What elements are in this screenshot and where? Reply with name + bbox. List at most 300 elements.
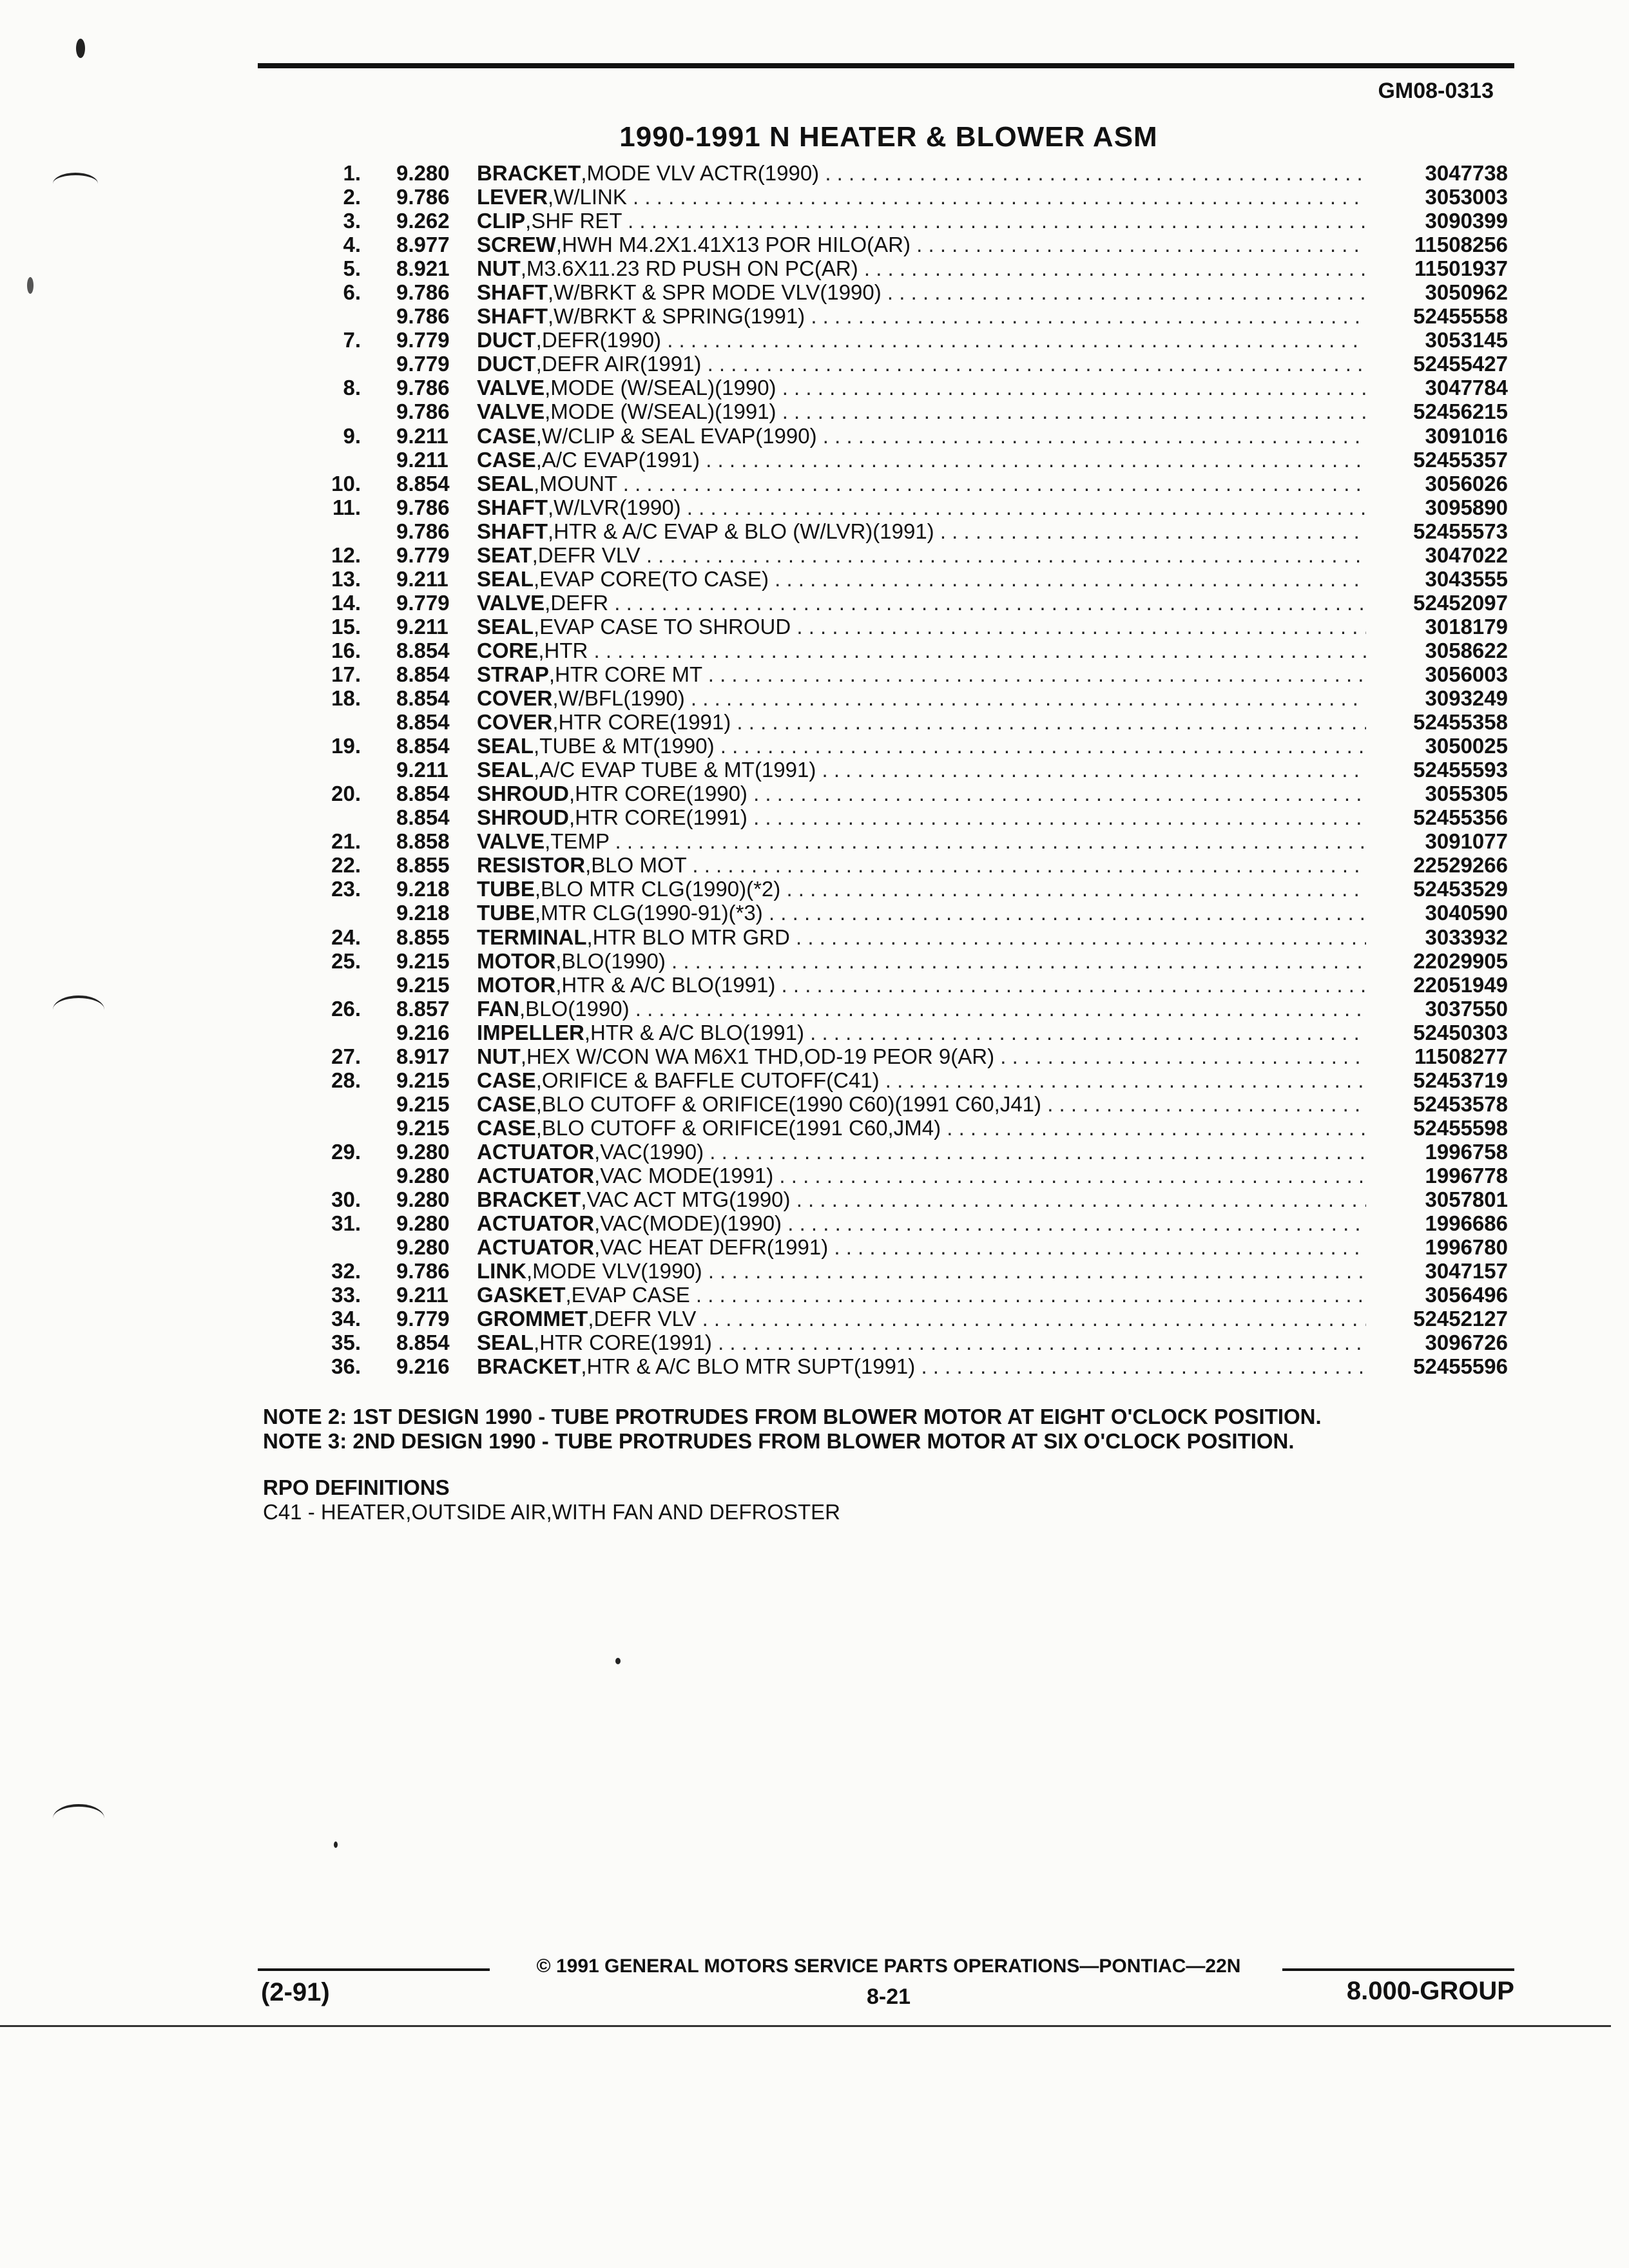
table-row — [284, 710, 1508, 734]
part-name: VALVE — [477, 376, 545, 400]
part-detail: ,BLO(1990) — [555, 948, 666, 973]
scan-speck — [76, 39, 85, 58]
part-name: VALVE — [477, 399, 545, 424]
group-number: 9.215 — [396, 1115, 450, 1140]
item-number: 8. — [343, 376, 361, 400]
part-detail: ,W/LVR(1990) — [548, 495, 681, 519]
part-name: SHAFT — [477, 304, 548, 329]
item-number: 5. — [343, 256, 361, 281]
part-detail: ,HTR BLO MTR GRD — [586, 925, 790, 949]
part-name: CASE — [477, 1115, 536, 1140]
part-name: IMPELLER — [477, 1020, 584, 1044]
group-number: 9.218 — [396, 901, 450, 925]
group-number: 8.854 — [396, 471, 450, 495]
part-number: 52452127 — [1413, 1307, 1508, 1331]
group-number: 9.786 — [396, 280, 450, 305]
item-number: 2. — [343, 185, 361, 209]
part-number: 52455356 — [1413, 805, 1508, 830]
scan-mark — [53, 173, 98, 195]
table-row — [284, 901, 1508, 925]
bottom-rule — [0, 2025, 1611, 2027]
table-row — [284, 161, 1508, 185]
part-number: 3018179 — [1425, 614, 1508, 639]
table-row — [284, 1187, 1508, 1211]
group-number: 8.917 — [396, 1044, 450, 1068]
part-number: 3040590 — [1425, 901, 1508, 925]
part-detail: ,A/C EVAP(1991) — [535, 447, 700, 472]
item-number: 16. — [331, 638, 361, 662]
table-row — [284, 328, 1508, 352]
part-name: SHAFT — [477, 495, 548, 519]
group-number: 9.786 — [396, 519, 450, 543]
part-detail: ,W/CLIP & SEAL EVAP(1990) — [535, 423, 817, 448]
part-description — [477, 973, 1366, 997]
part-name: FAN — [477, 996, 519, 1021]
table-row — [284, 256, 1508, 280]
item-number: 10. — [331, 471, 361, 495]
part-detail: ,MOUNT — [534, 471, 617, 495]
part-description — [477, 758, 1366, 782]
group-number: 8.854 — [396, 686, 450, 711]
group-number: 9.779 — [396, 1307, 450, 1331]
part-description — [477, 1187, 1366, 1211]
part-name: DUCT — [477, 328, 536, 352]
group-number: 9.280 — [396, 161, 450, 185]
part-number: 3056026 — [1425, 471, 1508, 495]
group-number: 9.280 — [396, 1211, 450, 1236]
part-description — [477, 399, 1366, 423]
part-detail: ,MODE (W/SEAL)(1990) — [545, 376, 776, 400]
part-description — [477, 1354, 1366, 1378]
part-detail: ,HTR CORE(1991) — [552, 710, 731, 735]
part-name: SHAFT — [477, 280, 548, 305]
table-row — [284, 495, 1508, 519]
part-number: 11508256 — [1414, 233, 1508, 257]
part-number: 52452097 — [1413, 590, 1508, 615]
part-number: 22029905 — [1413, 948, 1508, 973]
part-number: 3055305 — [1425, 782, 1508, 806]
part-name: TUBE — [477, 901, 535, 925]
group-number: 9.216 — [396, 1354, 450, 1379]
group-number: 9.280 — [396, 1235, 450, 1260]
group-number: 8.921 — [396, 256, 450, 281]
part-description — [477, 352, 1366, 376]
table-row — [284, 639, 1508, 662]
part-description — [477, 233, 1366, 256]
item-number: 14. — [331, 590, 361, 615]
group-number: 9.786 — [396, 185, 450, 209]
part-number: 52455558 — [1413, 304, 1508, 329]
part-name: SHROUD — [477, 782, 570, 806]
item-number: 13. — [331, 566, 361, 591]
scan-mark — [53, 1804, 104, 1832]
part-number: 3037550 — [1425, 996, 1508, 1021]
group-number: 9.211 — [396, 758, 448, 782]
footer-group: 8.000-GROUP — [1346, 1977, 1514, 2005]
part-name: ACTUATOR — [477, 1235, 595, 1260]
table-row — [284, 877, 1508, 901]
part-detail: ,BLO MTR CLG(1990)(*2) — [534, 877, 781, 901]
part-detail: ,VAC ACT MTG(1990) — [581, 1187, 791, 1212]
part-detail: ,MODE VLV ACTR(1990) — [581, 161, 820, 185]
part-detail: ,MODE (W/SEAL)(1991) — [545, 399, 776, 424]
table-row — [284, 1211, 1508, 1235]
item-number: 1. — [343, 161, 361, 185]
part-detail: ,EVAP CASE TO SHROUD — [534, 614, 791, 639]
group-number: 9.786 — [396, 399, 450, 424]
part-detail: ,SHF RET — [525, 209, 622, 233]
table-row — [284, 758, 1508, 782]
table-row — [284, 734, 1508, 758]
table-row — [284, 1092, 1508, 1116]
part-name: SEAL — [477, 734, 534, 758]
part-number: 3053003 — [1425, 185, 1508, 209]
group-number: 8.858 — [396, 829, 450, 854]
group-number: 9.779 — [396, 328, 450, 352]
part-name: STRAP — [477, 662, 549, 686]
table-row — [284, 973, 1508, 997]
group-number: 9.786 — [396, 376, 450, 400]
part-description — [477, 328, 1366, 352]
item-number: 34. — [331, 1307, 361, 1331]
part-detail: ,DEFR VLV — [588, 1307, 697, 1331]
part-number: 52456215 — [1413, 399, 1508, 424]
part-number: 52450303 — [1413, 1020, 1508, 1044]
part-description — [477, 662, 1366, 686]
scan-speck — [27, 277, 34, 294]
top-rule — [258, 63, 1514, 68]
group-number: 8.854 — [396, 782, 450, 806]
part-description — [477, 1092, 1366, 1116]
part-description — [477, 853, 1366, 877]
table-row — [284, 1307, 1508, 1331]
part-name: BRACKET — [477, 161, 581, 185]
part-description — [477, 686, 1366, 710]
part-name: SEAL — [477, 566, 534, 591]
part-description — [477, 1140, 1366, 1164]
part-detail: ,W/BRKT & SPR MODE VLV(1990) — [548, 280, 882, 305]
item-number: 26. — [331, 996, 361, 1021]
item-number: 24. — [331, 925, 361, 949]
part-description — [477, 1211, 1366, 1235]
group-number: 9.211 — [396, 423, 448, 448]
part-detail: ,DEFR VLV — [532, 543, 641, 567]
part-name: ACTUATOR — [477, 1163, 595, 1187]
part-name: CORE — [477, 638, 539, 662]
part-detail: ,TEMP — [545, 829, 610, 854]
group-number: 8.854 — [396, 638, 450, 662]
part-number: 3091077 — [1425, 829, 1508, 854]
table-row — [284, 376, 1508, 399]
table-row — [284, 1235, 1508, 1259]
part-description — [477, 1235, 1366, 1259]
part-description — [477, 424, 1366, 448]
part-description — [477, 472, 1366, 495]
part-number: 52455573 — [1413, 519, 1508, 543]
part-number: 52455358 — [1413, 710, 1508, 735]
item-number: 6. — [343, 280, 361, 305]
part-description — [477, 1021, 1366, 1044]
group-number: 9.215 — [396, 948, 450, 973]
part-number: 52455357 — [1413, 447, 1508, 472]
part-number: 3058622 — [1425, 638, 1508, 662]
group-number: 9.779 — [396, 590, 450, 615]
group-number: 8.854 — [396, 662, 450, 686]
part-description — [477, 543, 1366, 567]
item-number: 33. — [331, 1283, 361, 1307]
part-detail: ,HTR & A/C EVAP & BLO (W/LVR)(1991) — [548, 519, 934, 543]
part-number: 1996758 — [1425, 1139, 1508, 1164]
part-name: SEAL — [477, 471, 534, 495]
table-row — [284, 1331, 1508, 1354]
part-detail: ,W/LINK — [548, 185, 627, 209]
table-row — [284, 1116, 1508, 1140]
table-row — [284, 399, 1508, 423]
part-description — [477, 877, 1366, 901]
part-detail: ,BLO CUTOFF & ORIFICE(1991 C60,JM4) — [535, 1115, 941, 1140]
part-number: 52455593 — [1413, 758, 1508, 782]
part-number: 3056496 — [1425, 1283, 1508, 1307]
part-description — [477, 519, 1366, 543]
part-name: MOTOR — [477, 948, 556, 973]
part-name: TUBE — [477, 877, 535, 901]
part-description — [477, 710, 1366, 734]
part-number: 52453578 — [1413, 1091, 1508, 1116]
part-name: COVER — [477, 686, 553, 711]
group-number: 9.779 — [396, 352, 450, 376]
group-number: 8.977 — [396, 233, 450, 257]
part-number: 3047022 — [1425, 543, 1508, 567]
part-description — [477, 376, 1366, 399]
part-detail: ,HTR CORE(1990) — [569, 782, 747, 806]
part-description — [477, 1307, 1366, 1331]
part-name: CASE — [477, 447, 536, 472]
table-row — [284, 280, 1508, 304]
table-row — [284, 1259, 1508, 1283]
part-name: VALVE — [477, 590, 545, 615]
part-name: RESISTOR — [477, 853, 586, 878]
part-detail: ,HTR CORE(1991) — [569, 805, 747, 830]
part-number: 1996780 — [1425, 1235, 1508, 1260]
table-row — [284, 1283, 1508, 1307]
item-number: 4. — [343, 233, 361, 257]
part-number: 3057801 — [1425, 1187, 1508, 1212]
part-detail: ,HTR CORE(1991) — [534, 1331, 712, 1355]
table-row — [284, 209, 1508, 233]
part-name: LINK — [477, 1259, 526, 1283]
part-description — [477, 1044, 1366, 1068]
part-detail: ,BLO MOT — [585, 853, 687, 878]
item-number: 21. — [331, 829, 361, 854]
group-number: 9.216 — [396, 1020, 450, 1044]
table-row — [284, 805, 1508, 829]
part-name: VALVE — [477, 829, 545, 854]
part-detail: ,MTR CLG(1990-91)(*3) — [534, 901, 763, 925]
item-number: 3. — [343, 209, 361, 233]
part-name: SEAT — [477, 543, 532, 567]
table-row — [284, 304, 1508, 328]
footer-page-number: 8-21 — [866, 1984, 911, 2009]
part-number: 3047157 — [1425, 1259, 1508, 1283]
item-number: 25. — [331, 948, 361, 973]
part-description — [477, 161, 1366, 185]
part-description — [477, 782, 1366, 805]
scan-speck — [334, 1841, 338, 1848]
table-row — [284, 472, 1508, 495]
part-description — [477, 448, 1366, 472]
part-description — [477, 185, 1366, 209]
part-description — [477, 1164, 1366, 1187]
part-detail: ,DEFR AIR(1991) — [535, 352, 702, 376]
part-number: 11501937 — [1414, 256, 1508, 281]
part-description — [477, 1283, 1366, 1307]
part-description — [477, 829, 1366, 853]
table-row — [284, 1021, 1508, 1044]
part-name: CLIP — [477, 209, 526, 233]
item-number: 12. — [331, 543, 361, 567]
group-number: 8.855 — [396, 853, 450, 878]
part-number: 3096726 — [1425, 1331, 1508, 1355]
part-number: 3091016 — [1425, 423, 1508, 448]
table-row — [284, 853, 1508, 877]
table-row — [284, 925, 1508, 949]
scan-speck — [615, 1658, 621, 1664]
part-name: COVER — [477, 710, 553, 735]
group-number: 9.211 — [396, 447, 448, 472]
note-2: NOTE 2: 1ST DESIGN 1990 - TUBE PROTRUDES FROM BLOWER MOTOR AT EIGHT O'CLOCK POSITION. — [263, 1405, 1322, 1428]
part-number: 3090399 — [1425, 209, 1508, 233]
part-name: SEAL — [477, 1331, 534, 1355]
part-description — [477, 615, 1366, 639]
part-number: 3056003 — [1425, 662, 1508, 686]
document-code: GM08-0313 — [1378, 79, 1494, 103]
table-row — [284, 424, 1508, 448]
part-name: ACTUATOR — [477, 1211, 595, 1236]
group-number: 9.215 — [396, 1091, 450, 1116]
part-detail: ,HEX W/CON WA M6X1 THD,OD-19 PEOR 9(AR) — [520, 1044, 995, 1068]
item-number: 19. — [331, 734, 361, 758]
item-number: 28. — [331, 1068, 361, 1092]
part-name: GASKET — [477, 1283, 566, 1307]
part-description — [477, 304, 1366, 328]
part-number: 52455598 — [1413, 1115, 1508, 1140]
table-row — [284, 615, 1508, 639]
part-description — [477, 734, 1366, 758]
table-row — [284, 233, 1508, 256]
item-number: 23. — [331, 877, 361, 901]
part-detail: ,HWH M4.2X1.41X13 POR HILO(AR) — [555, 233, 911, 257]
part-detail: ,VAC HEAT DEFR(1991) — [594, 1235, 829, 1260]
part-name: NUT — [477, 1044, 521, 1068]
part-description — [477, 639, 1366, 662]
part-detail: ,A/C EVAP TUBE & MT(1991) — [534, 758, 816, 782]
part-number: 22529266 — [1413, 853, 1508, 878]
part-number: 3033932 — [1425, 925, 1508, 949]
part-name: TERMINAL — [477, 925, 587, 949]
part-name: GROMMET — [477, 1307, 588, 1331]
part-detail: ,EVAP CASE — [565, 1283, 690, 1307]
part-name: CASE — [477, 1068, 536, 1092]
item-number: 20. — [331, 782, 361, 806]
item-number: 22. — [331, 853, 361, 878]
part-name: CASE — [477, 1091, 536, 1116]
part-name: SHROUD — [477, 805, 570, 830]
notes — [263, 1405, 1322, 1454]
item-number: 18. — [331, 686, 361, 711]
part-description — [477, 495, 1366, 519]
part-detail: ,W/BFL(1990) — [552, 686, 685, 711]
part-description — [477, 256, 1366, 280]
group-number: 9.786 — [396, 495, 450, 519]
group-number: 9.786 — [396, 1259, 450, 1283]
part-number: 1996686 — [1425, 1211, 1508, 1236]
part-number: 3095890 — [1425, 495, 1508, 519]
item-number: 11. — [332, 495, 361, 519]
table-row — [284, 662, 1508, 686]
part-description — [477, 1331, 1366, 1354]
table-row — [284, 782, 1508, 805]
part-name: CASE — [477, 423, 536, 448]
note-3: NOTE 3: 2ND DESIGN 1990 - TUBE PROTRUDES FROM BLOWER MOTOR AT SIX O'CLOCK POSITION. — [263, 1429, 1295, 1453]
table-row — [284, 567, 1508, 591]
item-number: 35. — [331, 1331, 361, 1355]
part-detail: ,MODE VLV(1990) — [526, 1259, 702, 1283]
part-detail: ,VAC(1990) — [594, 1139, 704, 1164]
item-number: 7. — [343, 328, 361, 352]
rpo-line: C41 - HEATER,OUTSIDE AIR,WITH FAN AND DEFROSTER — [263, 1500, 840, 1524]
part-detail: ,HTR & A/C BLO(1991) — [555, 972, 776, 997]
item-number: 15. — [331, 614, 361, 639]
item-number: 29. — [331, 1139, 361, 1164]
part-number: 52453529 — [1413, 877, 1508, 901]
part-description — [477, 567, 1366, 591]
item-number: 32. — [331, 1259, 361, 1283]
page-title: 1990-1991 N HEATER & BLOWER ASM — [619, 121, 1158, 153]
part-number: 52455427 — [1413, 352, 1508, 376]
part-number: 3047784 — [1425, 376, 1508, 400]
table-row — [284, 829, 1508, 853]
part-number: 22051949 — [1413, 972, 1508, 997]
part-description — [477, 1116, 1366, 1140]
part-name: LEVER — [477, 185, 548, 209]
rpo-title: RPO DEFINITIONS — [263, 1475, 450, 1499]
part-number: 3043555 — [1425, 566, 1508, 591]
part-description — [477, 209, 1366, 233]
group-number: 8.857 — [396, 996, 450, 1021]
table-row — [284, 997, 1508, 1021]
group-number: 9.211 — [396, 614, 448, 639]
part-name: SEAL — [477, 758, 534, 782]
item-number: 36. — [331, 1354, 361, 1379]
table-row — [284, 1164, 1508, 1187]
group-number: 8.855 — [396, 925, 450, 949]
part-detail: ,HTR — [538, 638, 588, 662]
part-detail: ,W/BRKT & SPRING(1991) — [548, 304, 805, 329]
table-row — [284, 686, 1508, 710]
part-name: BRACKET — [477, 1187, 581, 1212]
part-name: NUT — [477, 256, 521, 281]
part-description — [477, 591, 1366, 615]
table-row — [284, 448, 1508, 472]
table-row — [284, 1140, 1508, 1164]
part-description — [477, 925, 1366, 949]
group-number: 9.779 — [396, 543, 450, 567]
part-detail: ,ORIFICE & BAFFLE CUTOFF(C41) — [535, 1068, 880, 1092]
part-number: 11508277 — [1414, 1044, 1508, 1068]
scan-mark — [53, 995, 104, 1024]
group-number: 9.211 — [396, 566, 448, 591]
table-row — [284, 1068, 1508, 1092]
